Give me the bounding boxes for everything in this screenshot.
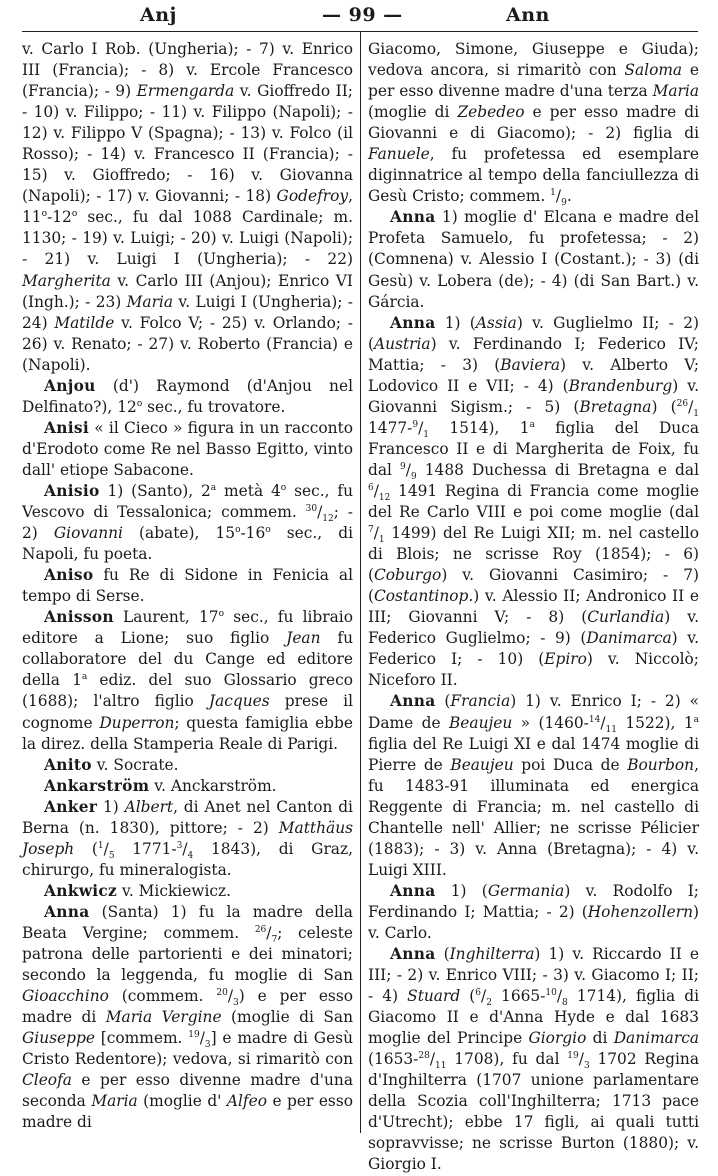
entry-text: v. Carlo III (Anjou); Enrico VI (Ingh.); - 23) — [22, 271, 353, 311]
entry-text: [commem. — [94, 1029, 189, 1048]
superscript: 10 — [545, 987, 557, 998]
superscript: 26 — [676, 398, 689, 409]
entry-text: ) v. Ferdinando I; Federico IV; Mattia; - 3) ( — [368, 334, 699, 374]
entry-text: 1843), di Graz, chirurgo, fu mineralogista. — [22, 839, 353, 879]
entry-text: / — [373, 524, 379, 543]
entry-text: di — [586, 1029, 614, 1048]
headword: Anna — [44, 902, 90, 921]
entry-text: ) v. Giovanni Casimiro; - 7) ( — [368, 566, 699, 606]
subscript: 12 — [322, 514, 334, 525]
entry-text: (moglie di San — [221, 1008, 353, 1027]
entry-text: / — [481, 987, 487, 1006]
subscript: 11 — [605, 724, 617, 735]
entry-text: 1665- — [491, 987, 546, 1006]
entry-text: 1514), 1 — [429, 418, 530, 437]
dictionary-entry — [22, 755, 353, 776]
italic-text: Saloma — [624, 61, 683, 80]
entry-text: ) v. Giovanni Sigism.; - 5) ( — [368, 376, 699, 416]
italic-text: Coburgo — [374, 566, 442, 585]
superscript: 28 — [418, 1051, 430, 1062]
entry-text: e per esso madre di Giovanni e di Giacomo); - 2) figlia di — [368, 103, 700, 143]
entry-text: v. Carlo I Rob. (Ungheria); - 7) v. Enrico III (Francia); - 8) v. Ercole Francesco (Francia); - 9) — [22, 40, 353, 101]
entry-text: -12 — [47, 208, 72, 227]
italic-text: Margherita — [22, 271, 111, 290]
entry-text: / — [556, 987, 563, 1006]
entry-text: Laurent, 17 — [113, 608, 219, 627]
entry-text: , 11 — [22, 187, 353, 227]
italic-text: Inghilterra — [449, 945, 535, 964]
entry-text: / — [266, 923, 272, 942]
dictionary-entry — [22, 797, 353, 881]
entry-text: (commem. — [108, 987, 217, 1006]
italic-text: Albert — [124, 797, 174, 816]
entry-text: ) v. Carlo. — [368, 902, 699, 942]
superscript: 19 — [188, 1030, 200, 1041]
entry-text: v. Luigi I (Ungheria); - 24) — [22, 292, 353, 332]
entry-text: ; questa famiglia ebbe la direz. della Stamperia Reale di Parigi. — [22, 713, 353, 753]
entry-text: ) e per esso madre di — [22, 987, 353, 1027]
superscript: a — [81, 672, 88, 683]
entry-text: 1702 Regina d'Inghilterra (1707 unione parlamentare della Scozia coll'Inghilterra; 1713 pace d'Utrecht); ebbe 17 figli, ai quali tutti sopravvisse; ne scrisse Burton (1880); v. Giorgio I. — [368, 1050, 699, 1174]
superscript: o — [71, 209, 78, 220]
italic-text: Maria — [91, 1092, 138, 1111]
superscript: 20 — [216, 987, 228, 998]
left-column — [22, 39, 353, 1133]
entry-text: e per esso divenne madre d'una seconda — [22, 1071, 353, 1111]
superscript: o — [218, 609, 225, 620]
subscript: 4 — [187, 850, 194, 861]
superscript: 9 — [412, 419, 419, 430]
entry-text: ediz. del suo Glossario greco (1688); l'altro figlio — [22, 671, 353, 711]
entry-text: 1) — [97, 797, 125, 816]
dictionary-entry — [22, 776, 353, 797]
entry-text: 1771- — [114, 839, 177, 858]
italic-text: Zebedeo — [457, 103, 525, 122]
italic-text: Brandenburg — [568, 376, 673, 395]
dictionary-entry — [22, 376, 353, 418]
entry-text: v. Socrate. — [91, 755, 179, 774]
headword: Anisio — [44, 481, 100, 500]
italic-text: Hohenzollern — [587, 902, 693, 921]
entry-text: ) 1) v. Riccardo II e III; - 2) v. Enrico VIII; - 3) v. Giacomo I; II; - 4) — [368, 945, 699, 1006]
superscript: a — [529, 419, 535, 430]
italic-text: Giuseppe — [22, 1029, 95, 1048]
headword: Anna — [390, 692, 436, 711]
headword: Anjou — [44, 376, 96, 395]
entry-text: sec., fu Vescovo di Tessalonica; commem. — [22, 481, 354, 522]
subscript: 3 — [233, 998, 239, 1009]
dictionary-entry — [368, 881, 699, 944]
entry-text: ; celeste patrona delle partorienti e dei minatori; secondo la leggenda, fu moglie di San — [22, 923, 353, 985]
italic-text: Curlandia — [587, 608, 665, 627]
italic-text: Danimarca — [586, 629, 672, 648]
subscript: 9 — [410, 472, 417, 483]
entry-text: 1488 Duchessa di Bretagna e dal — [416, 460, 699, 479]
italic-text: Godefroy — [276, 187, 349, 206]
entry-text: sec., fu dal 1088 Cardinale; m. 1130; - 19) v. Luigi; - 20) v. Luigi (Napoli); - 21) v. Luigi I (Ungheria); - 22) — [22, 208, 353, 269]
italic-text: Costantinop. — [374, 587, 474, 606]
entry-text: metà 4 — [216, 481, 281, 500]
entry-text: figlia del Duca Francesco II e di Margherita de Foix, fu dal — [368, 418, 699, 479]
header-right-guide-word: Ann — [506, 4, 550, 26]
entry-text: / — [688, 397, 694, 416]
entry-text: ) v. Federico I; - 10) ( — [368, 629, 699, 669]
italic-text: Jacques — [208, 692, 270, 711]
italic-text: Gioacchino — [22, 987, 109, 1006]
subscript: 1 — [378, 535, 385, 546]
italic-text: Alfeo — [226, 1092, 267, 1111]
entry-text: -16 — [240, 524, 266, 543]
superscript: 26 — [254, 924, 267, 935]
headword: Anna — [390, 313, 436, 332]
italic-text: Giorgio — [528, 1029, 587, 1048]
italic-text: Beaujeu — [448, 713, 513, 732]
entry-text: e per esso madre di — [22, 1092, 353, 1132]
dictionary-entry — [22, 418, 353, 481]
superscript: a — [210, 482, 217, 493]
entry-text: ( — [435, 945, 450, 964]
header-left-guide-word: Anj — [140, 4, 177, 26]
entry-text: Giacomo, Simone, Giuseppe e Giuda); vedova ancora, si rimaritò con — [368, 40, 699, 80]
superscript: 6 — [368, 482, 374, 493]
dictionary-entry — [22, 565, 353, 607]
entry-text: / — [555, 187, 562, 206]
entry-text: (abate), 15 — [122, 524, 236, 543]
superscript: o — [136, 398, 143, 409]
headword: Anna — [390, 881, 436, 900]
entry-text: (d') Raymond (d'Anjou nel Delfinato?), 12 — [22, 376, 353, 416]
italic-text: Maria Vergine — [105, 1008, 222, 1027]
entry-text: sec., di Napoli, fu poeta. — [22, 524, 353, 564]
entry-text: v. Anckarström. — [149, 776, 277, 795]
headword: Ankwicz — [44, 881, 118, 900]
italic-text: Bretagna — [579, 397, 652, 416]
italic-text: Stuard — [407, 987, 461, 1006]
italic-text: Bourbon — [627, 755, 695, 774]
headword: Anna — [390, 208, 436, 227]
subscript: 11 — [435, 1061, 447, 1072]
entry-text: 1491 Regina di Francia come moglie del Re Carlo VIII e poi come moglie (dal — [368, 481, 699, 522]
superscript: 14 — [588, 714, 601, 725]
entry-continuation — [368, 39, 699, 207]
subscript: 2 — [486, 998, 492, 1009]
headword: Anisi — [44, 418, 89, 437]
italic-text: Baviera — [500, 355, 561, 374]
entry-continuation — [22, 39, 353, 376]
entry-text: 1522), 1 — [616, 713, 694, 732]
entry-text: / — [600, 713, 606, 732]
entry-text: (Santa) 1) fu la madre della Beata Vergine; commem. — [22, 902, 353, 942]
headword: Anna — [390, 945, 436, 964]
headword: Anisson — [44, 608, 114, 627]
subscript: 7 — [271, 935, 278, 946]
italic-text: Jean — [286, 629, 321, 648]
entry-text: / — [405, 460, 411, 479]
entry-text: « il Cieco » figura in un racconto d'Erodoto come Re nel Basso Egitto, vinto dall' etiope Sabacone. — [22, 418, 353, 479]
superscript: o — [265, 524, 271, 535]
entry-text: v. Mickiewicz. — [117, 881, 232, 900]
entry-text: poi Duca de — [513, 755, 628, 774]
entry-text: (moglie d' — [137, 1092, 227, 1111]
dictionary-entry — [368, 944, 699, 1176]
column-divider — [360, 31, 361, 1133]
entry-text: v. Gioffredo II; - 10) v. Filippo; - 11) v. Filippo (Napoli); - 12) v. Filippo V (Spagna); - 13) v. Folco (il Rosso); - 14) v. Francesco II (Francia); - 15) v. Gioffredo; - 16) v. Giovanna (Napoli); - 17) v. Giovanni; - 18) — [22, 82, 353, 206]
superscript: o — [280, 482, 287, 493]
entry-text: e per esso divenne madre d'una terza — [368, 61, 699, 101]
subscript: 3 — [583, 1061, 590, 1072]
entry-text: ) v. Rodolfo I; Ferdinando I; Mattia; - 2) ( — [368, 881, 699, 921]
entry-text: , fu 1483-91 illuminata ed energica Reggente di Francia; m. nel castello di Chantelle nell' Allier; ne scrisse Pélicier (1883); - 3) v. Anna (Bretagna); - 4) v. Luigi XIII. — [368, 755, 699, 879]
dictionary-entry — [22, 881, 353, 902]
italic-text: Francia — [450, 692, 511, 711]
italic-text: Assia — [475, 313, 517, 332]
entry-text: 1499) del Re Luigi XII; m. nel castello di Blois; ne scrisse Roy (1854); - 6) ( — [368, 524, 699, 585]
superscript: 6 — [475, 987, 482, 998]
entry-text: » (1460- — [512, 713, 589, 732]
superscript: 1 — [550, 188, 556, 199]
entry-text: / — [227, 987, 234, 1006]
italic-text: Giovanni — [53, 524, 123, 543]
headword: Anito — [44, 755, 92, 774]
italic-text: Ermengarda — [136, 82, 235, 101]
entry-text: ( — [74, 839, 98, 858]
subscript: 1 — [693, 408, 699, 419]
entry-text: ) v. Guglielmo II; - 2) ( — [368, 313, 699, 353]
superscript: o — [235, 524, 241, 535]
dictionary-entry — [22, 481, 353, 565]
entry-text: / — [578, 1050, 584, 1069]
entry-text: / — [429, 1050, 436, 1069]
entry-text: ( — [435, 692, 451, 711]
dictionary-entry — [22, 902, 353, 1134]
dictionary-entry — [368, 313, 699, 692]
italic-text: Maria — [652, 82, 699, 101]
entry-text: ) v. Alessio II; Andronico II e III; Giovanni V; - 8) ( — [368, 587, 699, 627]
subscript: 3 — [204, 1040, 211, 1051]
subscript: 9 — [561, 198, 567, 209]
superscript: 7 — [368, 524, 374, 535]
entry-text: (1653- — [368, 1050, 419, 1069]
entry-text: ) ( — [651, 397, 677, 416]
page-header — [0, 0, 718, 34]
right-column — [368, 39, 699, 1176]
entry-text: 1) ( — [435, 881, 488, 900]
italic-text: Matthäus Joseph — [22, 818, 353, 858]
italic-text: Matilde — [54, 313, 115, 332]
entry-text: 1477- — [368, 418, 413, 437]
entry-text: / — [103, 839, 109, 858]
entry-text: ; - 2) — [22, 503, 353, 543]
dictionary-entry — [22, 607, 353, 754]
italic-text: Fanuele — [368, 145, 430, 164]
entry-text: ) 1) v. Enrico I; - 2) « Dame de — [368, 692, 700, 732]
italic-text: Epiro — [544, 650, 587, 669]
entry-text: fu Re di Sidone in Fenicia al tempo di Serse. — [22, 566, 353, 606]
subscript: 8 — [562, 998, 568, 1009]
page-number: — 99 — — [322, 4, 403, 26]
dictionary-entry — [368, 691, 699, 880]
headword: Ankarström — [44, 776, 150, 795]
italic-text: Maria — [126, 292, 174, 311]
italic-text: Duperron — [99, 713, 175, 732]
italic-text: Germania — [487, 881, 565, 900]
subscript: 1 — [423, 429, 430, 440]
superscript: 3 — [176, 840, 183, 851]
superscript: 1 — [97, 840, 104, 851]
entry-text: / — [317, 503, 323, 522]
entry-text: ) v. Niccolò; Niceforo II. — [368, 650, 699, 690]
entry-text: prese il cognome — [22, 692, 354, 732]
entry-text: . — [566, 187, 572, 206]
entry-text: (moglie di — [368, 103, 458, 122]
subscript: 12 — [378, 493, 391, 504]
entry-text: / — [418, 418, 424, 437]
entry-text: / — [199, 1029, 205, 1048]
italic-text: Cleofa — [22, 1071, 72, 1090]
entry-text: ) v. Alberto V; Lodovico II e VII; - 4) ( — [368, 355, 700, 395]
italic-text: Danimarca — [613, 1029, 699, 1048]
entry-text: / — [373, 481, 379, 500]
entry-text: 1) moglie d' Elcana e madre del Profeta Samuelo, fu profetessa; - 2) (Comnena) v. Alessio I (Costant.); - 3) (di Gesù) v. Lobera (de); - 4) (di San Bart.) v. Gárcia. — [368, 208, 699, 311]
superscript: a — [693, 714, 699, 725]
entry-text: v. Folco V; - 25) v. Orlando; - 26) v. Renato; - 27) v. Roberto (Francia) e (Napoli). — [22, 313, 353, 374]
entry-text: , fu profetessa ed esemplare diginnatrice al tempo della fanciullezza di Gesù Cristo; commem. — [368, 145, 699, 206]
entry-text: ) v. Federico Guglielmo; - 9) ( — [368, 608, 699, 648]
superscript: 30 — [305, 503, 318, 514]
italic-text: Beaujeu — [450, 755, 514, 774]
entry-text: sec., fu libraio editore a Lione; suo figlio — [22, 608, 353, 648]
italic-text: Austria — [374, 334, 431, 353]
entry-text: sec., fu trovatore. — [142, 397, 286, 416]
subscript: 5 — [108, 850, 115, 861]
entry-text: , di Anet nel Canton di Berna (n. 1830), pittore; - 2) — [22, 797, 353, 837]
entry-text: ( — [460, 987, 476, 1006]
dictionary-entry — [368, 207, 699, 312]
headword: Aniso — [44, 566, 94, 585]
headword: Anker — [44, 797, 98, 816]
entry-text: 1) ( — [435, 313, 476, 332]
superscript: 9 — [400, 461, 406, 472]
entry-text: 1708), fu dal — [446, 1050, 568, 1069]
superscript: 19 — [567, 1051, 579, 1062]
superscript: o — [41, 209, 48, 220]
entry-text: 1714), figlia di Giacomo II e d'Anna Hyde e dal 1683 moglie del Principe — [368, 987, 699, 1048]
entry-text: figlia del Re Luigi XI e dal 1474 moglie di Pierre de — [368, 734, 699, 774]
entry-text: 1) (Santo), 2 — [99, 481, 211, 500]
entry-text: ] e madre di Gesù Cristo Redentore); vedova, si rimaritò con — [22, 1029, 353, 1069]
entry-text: / — [182, 839, 188, 858]
entry-text: fu collaboratore del du Cange ed editore della 1 — [22, 629, 353, 690]
